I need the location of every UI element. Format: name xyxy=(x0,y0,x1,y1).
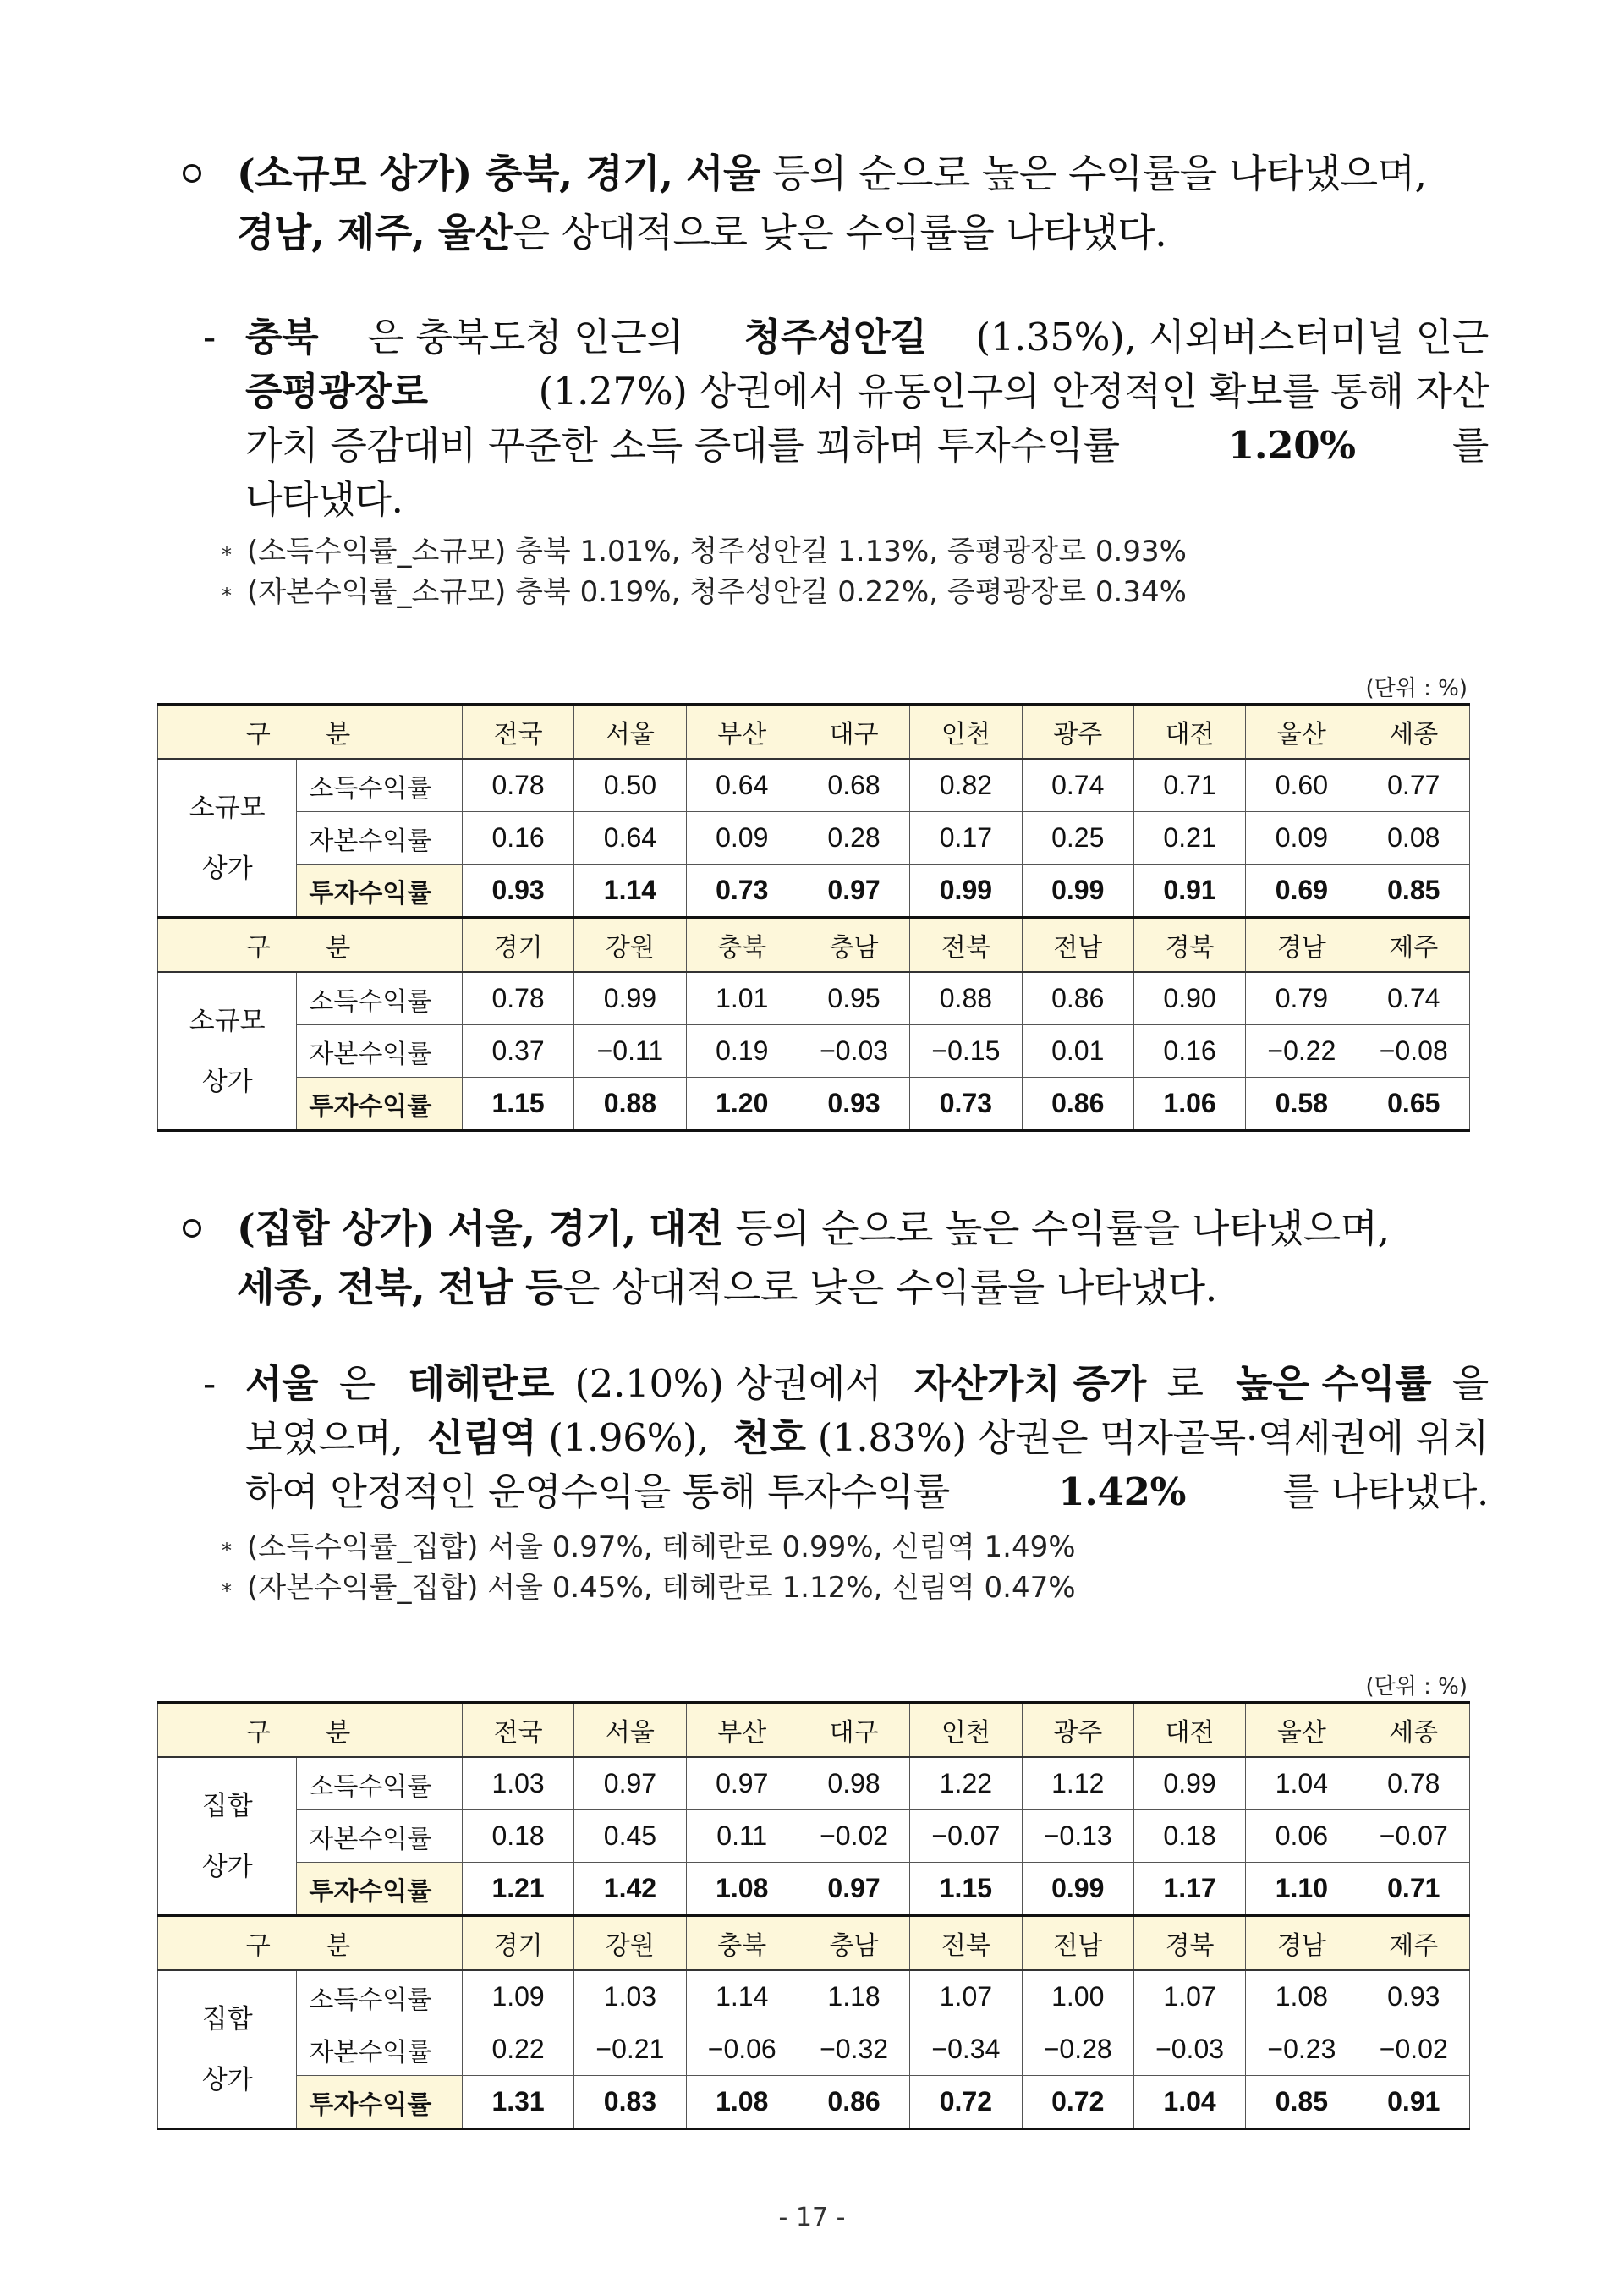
region-header: 경기 xyxy=(462,918,573,973)
value-cell: 0.99 xyxy=(1133,1757,1245,1810)
text-run: 로 xyxy=(1166,1361,1215,1406)
category-label: 소규모 xyxy=(189,1005,266,1036)
value-cell: 1.15 xyxy=(910,1863,1022,1916)
unit-label: (단위 : %) xyxy=(1365,1674,1468,1699)
text-run: 을 xyxy=(1451,1361,1489,1406)
value-cell: 0.06 xyxy=(1246,1810,1358,1863)
category-cell xyxy=(158,759,297,918)
value-cell: 1.14 xyxy=(574,865,686,918)
category-label: 상가 xyxy=(201,2064,253,2095)
region-header: 대전 xyxy=(1133,705,1245,760)
row-label: 소득수익률 xyxy=(297,1757,463,1810)
footnote-text: (소득수익률_집합) 서울 0.97%, 테헤란로 0.99%, 신림역 1.49% xyxy=(247,1530,1076,1564)
value-cell: 1.08 xyxy=(686,2076,798,2129)
value-cell: 0.22 xyxy=(462,2023,573,2076)
value-cell: 0.16 xyxy=(1133,1025,1245,1078)
value-cell: 0.25 xyxy=(1022,812,1133,865)
value-cell: 0.19 xyxy=(686,1025,798,1078)
section2-detail-line xyxy=(203,1411,1489,1465)
value-cell: 0.85 xyxy=(1358,865,1469,918)
text-run: 가치 증감대비 꾸준한 소득 증대를 꾀하며 투자수익률 xyxy=(245,423,1132,468)
footnote xyxy=(222,572,1187,612)
value-cell: 1.18 xyxy=(798,1970,909,2023)
section2-detail-line xyxy=(203,1357,1489,1411)
asterisk-icon: * xyxy=(222,1539,232,1562)
text-run: 하여 안정적인 운영수익을 통해 투자수익률 xyxy=(245,1469,963,1514)
value-cell: −0.15 xyxy=(910,1025,1022,1078)
category-cell xyxy=(158,972,297,1131)
value-cell: 1.00 xyxy=(1022,1970,1133,2023)
small-store-returns-table xyxy=(157,703,1470,1132)
value-cell: 1.04 xyxy=(1246,1757,1358,1810)
region-header: 경북 xyxy=(1133,1916,1245,1971)
text-run: (1.83%) 상권은 먹자골목·역세권에 위치 xyxy=(817,1415,1489,1460)
detail-text xyxy=(245,477,403,522)
region-header: 울산 xyxy=(1246,705,1358,760)
table-header-row xyxy=(158,918,1470,973)
value-cell: 0.64 xyxy=(686,759,798,812)
value-cell: 0.72 xyxy=(910,2076,1022,2129)
category-label: 상가 xyxy=(201,853,253,884)
text-run: (1.35%), 시외버스터미널 인근 xyxy=(975,315,1489,360)
table-header-row xyxy=(158,1916,1470,1971)
bold-text-run: 천호 xyxy=(732,1415,806,1460)
region-header: 대전 xyxy=(1133,1703,1245,1758)
table-row xyxy=(158,1970,1470,2023)
value-cell: −0.11 xyxy=(574,1025,686,1078)
section1-detail xyxy=(203,310,1489,527)
text-run: (1.27%) 상권에서 유동인구의 안정적인 확보를 통해 자산 xyxy=(538,369,1489,414)
region-header: 강원 xyxy=(574,1916,686,1971)
value-cell: 1.06 xyxy=(1133,1078,1245,1131)
region-header: 서울 xyxy=(574,705,686,760)
gubun-header: 구 분 xyxy=(158,1916,463,1971)
value-cell: 0.71 xyxy=(1133,759,1245,812)
value-cell: 0.58 xyxy=(1246,1078,1358,1131)
region-header: 전국 xyxy=(462,705,573,760)
value-cell: 0.69 xyxy=(1246,865,1358,918)
bold-text-run: 1.42% xyxy=(1058,1469,1187,1514)
region-header: 경북 xyxy=(1133,918,1245,973)
value-cell: 0.73 xyxy=(686,865,798,918)
bold-text-run: 청주성안길 xyxy=(743,315,927,360)
value-cell: 0.08 xyxy=(1358,812,1469,865)
bullet-circle-icon xyxy=(183,1219,201,1238)
value-cell: 0.72 xyxy=(1022,2076,1133,2129)
section2-summary xyxy=(184,1199,1487,1317)
asterisk-icon: * xyxy=(222,584,232,607)
region-header: 경남 xyxy=(1246,918,1358,973)
text-run: 나타냈다. xyxy=(245,477,403,522)
region-header: 충북 xyxy=(686,918,798,973)
row-label: 투자수익률 xyxy=(297,2076,463,2129)
row-label: 투자수익률 xyxy=(297,865,463,918)
section2-detail xyxy=(203,1357,1489,1519)
value-cell: 1.20 xyxy=(686,1078,798,1131)
footnote-text: (자본수익률_집합) 서울 0.45%, 테헤란로 1.12%, 신림역 0.47% xyxy=(247,1571,1076,1605)
section2-notes xyxy=(222,1527,1076,1608)
value-cell: 1.10 xyxy=(1246,1863,1358,1916)
bold-text-run: 테헤란로 xyxy=(408,1361,555,1406)
region-header: 전국 xyxy=(462,1703,573,1758)
bold-text-run: (집합 상가) xyxy=(237,1205,448,1251)
value-cell: 0.90 xyxy=(1133,972,1245,1025)
dash-mark: - xyxy=(203,315,216,360)
region-header: 충남 xyxy=(798,1916,909,1971)
table-row xyxy=(158,1810,1470,1863)
section1-detail-line xyxy=(203,365,1489,419)
value-cell: 0.83 xyxy=(574,2076,686,2129)
value-cell: 0.98 xyxy=(798,1757,909,1810)
value-cell: −0.08 xyxy=(1358,1025,1469,1078)
footnote xyxy=(222,531,1187,572)
value-cell: 0.99 xyxy=(1022,865,1133,918)
region-header: 전남 xyxy=(1022,1916,1133,1971)
value-cell: 1.22 xyxy=(910,1757,1022,1810)
value-cell: 0.68 xyxy=(798,759,909,812)
value-cell: 0.79 xyxy=(1246,972,1358,1025)
detail-text xyxy=(245,365,1489,419)
bold-text-run: (소규모 상가) xyxy=(237,151,486,196)
footnote xyxy=(222,1527,1076,1568)
value-cell: 0.01 xyxy=(1022,1025,1133,1078)
value-cell: 0.97 xyxy=(686,1757,798,1810)
bold-text-run: 신림역 xyxy=(426,1415,537,1460)
detail-text xyxy=(245,1357,1489,1411)
value-cell: 0.95 xyxy=(798,972,909,1025)
value-cell: 0.11 xyxy=(686,1810,798,1863)
asterisk-icon: * xyxy=(222,1579,232,1603)
value-cell: 1.15 xyxy=(462,1078,573,1131)
section1-detail-line xyxy=(203,419,1489,473)
value-cell: 0.88 xyxy=(910,972,1022,1025)
bold-text-run: 높은 수익률 xyxy=(1236,1361,1432,1406)
bullet-circle-icon xyxy=(183,164,201,183)
value-cell: 0.78 xyxy=(462,972,573,1025)
value-cell: 0.85 xyxy=(1246,2076,1358,2129)
section2-line2-text xyxy=(237,1265,1217,1310)
value-cell: −0.02 xyxy=(798,1810,909,1863)
detail-text xyxy=(245,1411,1489,1465)
value-cell: 0.50 xyxy=(574,759,686,812)
region-header: 대구 xyxy=(798,705,909,760)
value-cell: 1.04 xyxy=(1133,2076,1245,2129)
value-cell: −0.06 xyxy=(686,2023,798,2076)
value-cell: 0.45 xyxy=(574,1810,686,1863)
detail-text xyxy=(245,310,1489,365)
section1-detail-line xyxy=(203,473,1489,527)
table-row xyxy=(158,2076,1470,2129)
bold-text-run: 자산가치 증가 xyxy=(914,1361,1147,1406)
row-label: 투자수익률 xyxy=(297,1078,463,1131)
value-cell: 0.37 xyxy=(462,1025,573,1078)
section1-summary xyxy=(184,144,1487,262)
table-row xyxy=(158,812,1470,865)
value-cell: −0.28 xyxy=(1022,2023,1133,2076)
footnote xyxy=(222,1568,1076,1608)
value-cell: −0.23 xyxy=(1246,2023,1358,2076)
bold-text-run: 경남, 제주, 울산 xyxy=(237,210,513,255)
row-label: 소득수익률 xyxy=(297,759,463,812)
value-cell: 1.03 xyxy=(462,1757,573,1810)
value-cell: 0.60 xyxy=(1246,759,1358,812)
category-cell xyxy=(158,1757,297,1916)
table-row xyxy=(158,1863,1470,1916)
text-run: 등의 순으로 높은 수익률을 나타냈으며, xyxy=(760,151,1427,196)
value-cell: 0.74 xyxy=(1358,972,1469,1025)
value-cell: 0.86 xyxy=(798,2076,909,2129)
text-run: 를 xyxy=(1451,423,1489,468)
row-label: 자본수익률 xyxy=(297,1025,463,1078)
value-cell: −0.21 xyxy=(574,2023,686,2076)
value-cell: 1.07 xyxy=(910,1970,1022,2023)
section1-summary-line2 xyxy=(184,203,1487,262)
value-cell: 0.99 xyxy=(574,972,686,1025)
section1-notes xyxy=(222,531,1187,612)
bold-text-run: 서울, 경기, 대전 xyxy=(447,1205,723,1251)
region-header: 전북 xyxy=(910,918,1022,973)
region-header: 대구 xyxy=(798,1703,909,1758)
value-cell: 0.09 xyxy=(686,812,798,865)
bold-text-run: 충북 xyxy=(245,315,319,360)
section2-detail-line xyxy=(203,1465,1489,1519)
region-header: 울산 xyxy=(1246,1703,1358,1758)
value-cell: 1.12 xyxy=(1022,1757,1133,1810)
table-row xyxy=(158,1757,1470,1810)
section1-line1-text xyxy=(237,151,1427,196)
text-run: 를 나타냈다. xyxy=(1282,1469,1489,1514)
region-header: 세종 xyxy=(1358,705,1469,760)
region-header: 부산 xyxy=(686,705,798,760)
row-label: 소득수익률 xyxy=(297,1970,463,2023)
row-label: 투자수익률 xyxy=(297,1863,463,1916)
section1-line2-text xyxy=(237,210,1166,255)
detail-text xyxy=(245,419,1489,473)
value-cell: −0.22 xyxy=(1246,1025,1358,1078)
category-label: 상가 xyxy=(201,1851,253,1882)
asterisk-icon: * xyxy=(222,543,232,567)
section2-line1-text xyxy=(237,1205,1390,1251)
table-header-row xyxy=(158,705,1470,760)
table-row xyxy=(158,759,1470,812)
region-header: 충북 xyxy=(686,1916,798,1971)
value-cell: 0.93 xyxy=(798,1078,909,1131)
text-run: (2.10%) 상권에서 xyxy=(574,1361,894,1406)
table-row xyxy=(158,865,1470,918)
table-row xyxy=(158,1078,1470,1131)
value-cell: 0.88 xyxy=(574,1078,686,1131)
footnote-text: (소득수익률_소규모) 충북 1.01%, 청주성안길 1.13%, 증평광장로 0.93% xyxy=(247,535,1187,568)
detail-text xyxy=(245,1465,1489,1519)
region-header: 서울 xyxy=(574,1703,686,1758)
category-cell xyxy=(158,1970,297,2129)
text-run: 은 xyxy=(338,1361,387,1406)
value-cell: −0.02 xyxy=(1358,2023,1469,2076)
region-header: 부산 xyxy=(686,1703,798,1758)
region-header: 강원 xyxy=(574,918,686,973)
value-cell: 0.99 xyxy=(910,865,1022,918)
category-label: 집합 xyxy=(201,1790,253,1821)
value-cell: 0.18 xyxy=(462,1810,573,1863)
aggregate-store-returns-table xyxy=(157,1701,1470,2130)
region-header: 경남 xyxy=(1246,1916,1358,1971)
value-cell: −0.13 xyxy=(1022,1810,1133,1863)
text-run: 등의 순으로 높은 수익률을 나타냈으며, xyxy=(723,1205,1390,1251)
value-cell: −0.07 xyxy=(1358,1810,1469,1863)
section2-summary-line2 xyxy=(184,1258,1487,1317)
value-cell: −0.03 xyxy=(1133,2023,1245,2076)
text-run: 보였으며, xyxy=(245,1415,415,1460)
value-cell: 0.93 xyxy=(1358,1970,1469,2023)
region-header: 전남 xyxy=(1022,918,1133,973)
region-header: 충남 xyxy=(798,918,909,973)
value-cell: 0.18 xyxy=(1133,1810,1245,1863)
value-cell: 0.93 xyxy=(462,865,573,918)
value-cell: 0.82 xyxy=(910,759,1022,812)
region-header: 광주 xyxy=(1022,705,1133,760)
value-cell: 1.03 xyxy=(574,1970,686,2023)
value-cell: 0.97 xyxy=(574,1757,686,1810)
value-cell: 0.77 xyxy=(1358,759,1469,812)
value-cell: 0.78 xyxy=(462,759,573,812)
gubun-header: 구 분 xyxy=(158,705,463,760)
value-cell: 0.65 xyxy=(1358,1078,1469,1131)
value-cell: 0.99 xyxy=(1022,1863,1133,1916)
region-header: 세종 xyxy=(1358,1703,1469,1758)
footnote-text: (자본수익률_소규모) 충북 0.19%, 청주성안길 0.22%, 증평광장로 0.34% xyxy=(247,575,1187,609)
region-header: 제주 xyxy=(1358,1916,1469,1971)
bold-text-run: 1.20% xyxy=(1227,423,1356,468)
text-run: (1.96%), xyxy=(548,1415,721,1460)
value-cell: 0.17 xyxy=(910,812,1022,865)
region-header: 광주 xyxy=(1022,1703,1133,1758)
gubun-header: 구 분 xyxy=(158,1703,463,1758)
row-label: 자본수익률 xyxy=(297,1810,463,1863)
value-cell: −0.32 xyxy=(798,2023,909,2076)
value-cell: 1.21 xyxy=(462,1863,573,1916)
value-cell: 0.97 xyxy=(798,865,909,918)
value-cell: 1.08 xyxy=(1246,1970,1358,2023)
value-cell: 0.64 xyxy=(574,812,686,865)
table-row xyxy=(158,1025,1470,1078)
value-cell: 0.86 xyxy=(1022,1078,1133,1131)
value-cell: 0.97 xyxy=(798,1863,909,1916)
region-header: 제주 xyxy=(1358,918,1469,973)
value-cell: 1.01 xyxy=(686,972,798,1025)
section2-summary-line1 xyxy=(184,1199,1487,1258)
value-cell: 0.73 xyxy=(910,1078,1022,1131)
region-header: 인천 xyxy=(910,1703,1022,1758)
value-cell: 1.09 xyxy=(462,1970,573,2023)
table-row xyxy=(158,972,1470,1025)
page-number: - 17 - xyxy=(778,2203,846,2232)
row-label: 자본수익률 xyxy=(297,812,463,865)
value-cell: 0.91 xyxy=(1133,865,1245,918)
value-cell: 0.21 xyxy=(1133,812,1245,865)
value-cell: 0.91 xyxy=(1358,2076,1469,2129)
category-label: 집합 xyxy=(201,2003,253,2034)
unit-label: (단위 : %) xyxy=(1365,676,1468,701)
gubun-header: 구 분 xyxy=(158,918,463,973)
bold-text-run: 세종, 전북, 전남 등 xyxy=(237,1265,563,1310)
value-cell: −0.34 xyxy=(910,2023,1022,2076)
value-cell: 1.17 xyxy=(1133,1863,1245,1916)
value-cell: 0.28 xyxy=(798,812,909,865)
bold-text-run: 증평광장로 xyxy=(245,369,428,414)
region-header: 경기 xyxy=(462,1916,573,1971)
table-row xyxy=(158,2023,1470,2076)
region-header: 전북 xyxy=(910,1916,1022,1971)
bold-text-run: 충북, 경기, 서울 xyxy=(485,151,760,196)
value-cell: 1.31 xyxy=(462,2076,573,2129)
category-label: 소규모 xyxy=(189,792,266,823)
row-label: 자본수익률 xyxy=(297,2023,463,2076)
value-cell: 0.09 xyxy=(1246,812,1358,865)
value-cell: 1.07 xyxy=(1133,1970,1245,2023)
value-cell: 0.16 xyxy=(462,812,573,865)
section1-summary-line1 xyxy=(184,144,1487,203)
value-cell: 0.86 xyxy=(1022,972,1133,1025)
value-cell: 1.42 xyxy=(574,1863,686,1916)
bold-text-run: 서울 xyxy=(245,1361,319,1406)
table-header-row xyxy=(158,1703,1470,1758)
value-cell: 1.14 xyxy=(686,1970,798,2023)
value-cell: 0.78 xyxy=(1358,1757,1469,1810)
region-header: 인천 xyxy=(910,705,1022,760)
text-run: 은 상대적으로 낮은 수익률을 나타냈다. xyxy=(562,1265,1217,1310)
dash-mark: - xyxy=(203,1361,216,1406)
category-label: 상가 xyxy=(201,1066,253,1097)
value-cell: 0.71 xyxy=(1358,1863,1469,1916)
value-cell: 0.74 xyxy=(1022,759,1133,812)
row-label: 소득수익률 xyxy=(297,972,463,1025)
text-run: 은 충북도청 인근의 xyxy=(367,315,695,360)
section1-detail-line xyxy=(203,310,1489,365)
value-cell: 1.08 xyxy=(686,1863,798,1916)
value-cell: −0.07 xyxy=(910,1810,1022,1863)
text-run: 은 상대적으로 낮은 수익률을 나타냈다. xyxy=(512,210,1167,255)
value-cell: −0.03 xyxy=(798,1025,909,1078)
